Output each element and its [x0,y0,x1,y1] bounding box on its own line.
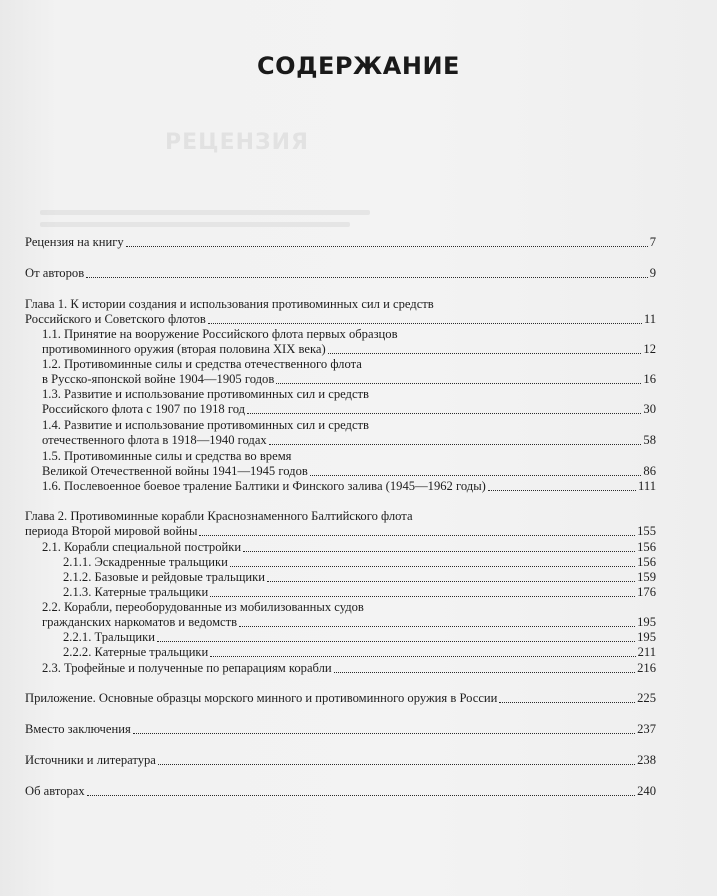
toc-entry[interactable] [25,479,656,494]
dot-leader [499,701,635,703]
toc-entry[interactable] [25,600,656,630]
toc-entry-title: Рецензия на книгу [25,235,124,249]
dot-leader [199,534,635,536]
toc-page-number: 159 [637,570,656,584]
toc-entry-title: периода Второй мировой войны [25,524,198,538]
dot-leader [87,794,635,796]
toc-page-number: 155 [637,524,656,538]
dot-leader [267,580,635,582]
toc-page-number: 12 [643,342,656,356]
toc-page-number: 156 [637,555,656,569]
toc-entry[interactable] [25,387,656,417]
toc-entry-title: Российского и Советского флотов [25,312,206,326]
toc-page-number: 225 [637,691,656,705]
toc-entry-title: Глава 2. Противоминные корабли Краснознаменного Балтийского флота [25,509,413,523]
toc-entry[interactable] [25,540,656,555]
toc-entry-title: 1.1. Принятие на вооружение Российского флота первых образцов [42,327,398,341]
toc-entry-title: 2.2.2. Катерные тральщики [63,645,209,659]
dot-leader [334,671,635,673]
toc-entry-title: Глава 1. К истории создания и использования противоминных сил и средств [25,297,434,311]
toc-entry[interactable] [25,235,656,250]
toc-page-number: 9 [649,266,656,280]
toc-entry-title: противоминного оружия (вторая половина XIX века) [42,342,326,356]
dot-leader [86,276,648,278]
dot-leader [328,352,642,354]
toc-page-number: 216 [637,661,656,675]
toc-entry-title: 2.1. Корабли специальной постройки [42,540,242,554]
toc-entry[interactable] [25,661,656,676]
toc-entry-title: 1.3. Развитие и использование противоминных сил и средств [42,387,370,401]
dot-leader [158,763,635,765]
toc-entry-title: отечественного флота в 1918—1940 годах [42,433,267,447]
toc-entry[interactable] [25,784,656,799]
toc-page-number: 111 [638,479,656,493]
toc-entry[interactable] [25,509,656,539]
toc-entry-title: Источники и литература [25,753,156,767]
toc-entry[interactable] [25,753,656,768]
toc-page-number: 211 [637,645,656,659]
dot-leader [310,474,642,476]
toc-page-number: 16 [643,372,656,386]
toc-page-number: 195 [637,615,656,629]
toc-entry[interactable] [25,555,656,570]
dot-leader [157,640,635,642]
toc-entry[interactable] [25,570,656,585]
toc-entry[interactable] [25,585,656,600]
toc-entry[interactable] [25,418,656,448]
toc-entry[interactable] [25,357,656,387]
dot-leader [210,595,635,597]
toc-page-number: 240 [637,784,656,798]
toc-page-number: 11 [643,312,656,326]
toc-entry[interactable] [25,266,656,281]
toc-page-number: 86 [643,464,656,478]
toc-page-number: 237 [637,722,656,736]
toc-entry[interactable] [25,691,656,706]
toc-entry[interactable] [25,327,656,357]
dot-leader [210,655,635,657]
toc-entry-title: Об авторах [25,784,85,798]
dot-leader [208,322,642,324]
dot-leader [276,382,641,384]
toc-entry[interactable] [25,645,656,660]
toc-page-number: 195 [637,630,656,644]
toc-page-number: 7 [649,235,656,249]
toc-entry-title: Вместо заключения [25,722,131,736]
toc-entry-title: 2.1.2. Базовые и рейдовые тральщики [63,570,265,584]
dot-leader [488,489,636,491]
toc-entry-title: Приложение. Основные образцы морского минного и противоминного оружия в России [25,691,498,705]
toc-entry-title: 2.3. Трофейные и полученные по репарациям корабли [42,661,332,675]
ghost-line [40,222,350,227]
toc-page-number: 176 [637,585,656,599]
toc-page-number: 58 [643,433,656,447]
ghost-title: РЕЦЕНЗИЯ [165,130,309,155]
dot-leader [230,565,635,567]
toc-entry-title: Российского флота с 1907 по 1918 год [42,402,246,416]
toc-entry-title: 1.2. Противоминные силы и средства отечественного флота [42,357,362,371]
toc-entry-title: в Русско-японской войне 1904—1905 годов [42,372,275,386]
toc-entry-title: гражданских наркоматов и ведомств [42,615,238,629]
toc-entry-title: 1.6. Послевоенное боевое траление Балтики и Финского залива (1945—1962 годы) [42,479,486,493]
toc-entry-title: Великой Отечественной войны 1941—1945 годов [42,464,308,478]
dot-leader [126,245,648,247]
toc-page-number: 30 [643,402,656,416]
toc-entry-title: 1.5. Противоминные силы и средства во время [42,449,292,463]
toc-page-number: 156 [637,540,656,554]
toc-entry[interactable] [25,297,656,327]
ghost-line [40,210,370,215]
page-title: СОДЕРЖАНИЕ [257,52,460,80]
dot-leader [247,412,641,414]
toc-entry-title: От авторов [25,266,85,280]
dot-leader [243,550,635,552]
dot-leader [269,443,642,445]
toc-entry-title: 2.1.1. Эскадренные тральщики [63,555,228,569]
toc-entry-title: 2.2. Корабли, переоборудованные из мобилизованных судов [42,600,364,614]
dot-leader [239,625,635,627]
toc-entry-title: 2.1.3. Катерные тральщики [63,585,209,599]
toc-entry-title: 1.4. Развитие и использование противоминных сил и средств [42,418,370,432]
toc-page-number: 238 [637,753,656,767]
toc-entry-title: 2.2.1. Тральщики [63,630,156,644]
toc-entry[interactable] [25,630,656,645]
toc-entry[interactable] [25,722,656,737]
dot-leader [133,732,635,734]
toc-entry[interactable] [25,449,656,479]
